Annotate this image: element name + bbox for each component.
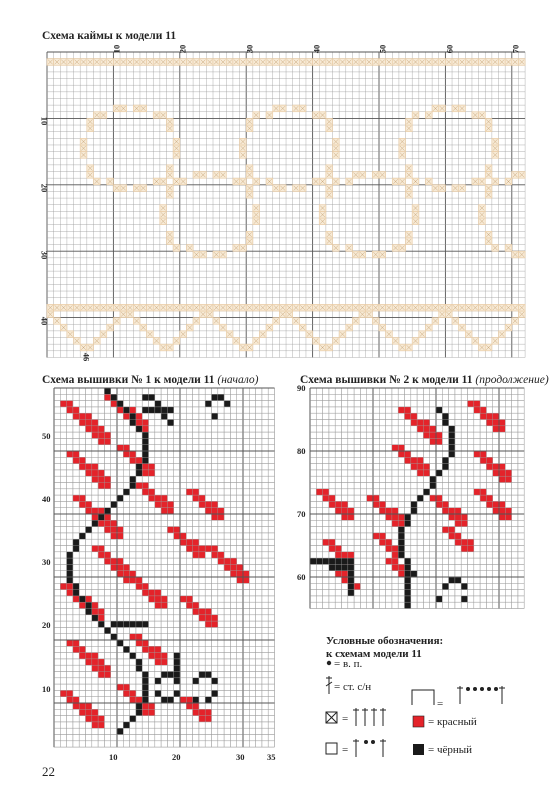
chart2-row-label: 60 bbox=[297, 572, 306, 582]
chart2-row-label: 90 bbox=[297, 383, 306, 393]
chart1-title-main: Схема вышивки № 1 к модели 11 bbox=[42, 374, 215, 386]
chart1-row-label: 50 bbox=[42, 431, 51, 441]
chain-dot-icon bbox=[480, 687, 484, 691]
legend-st-label: = ст. с/н bbox=[334, 681, 372, 693]
chart2-row-label: 70 bbox=[297, 509, 306, 519]
legend-title-line2: к схемам модели 11 bbox=[326, 648, 422, 660]
chain-dot-icon bbox=[327, 661, 331, 665]
page-number: 22 bbox=[42, 764, 55, 779]
border-row-label: 30 bbox=[39, 250, 50, 260]
chart2-title-main: Схема вышивки № 2 к модели 11 bbox=[300, 374, 473, 386]
chart1-row-label: 40 bbox=[42, 494, 51, 504]
border-col-label: 50 bbox=[377, 44, 388, 54]
border-row-label: 46 bbox=[81, 352, 92, 362]
chain-dot-icon bbox=[487, 687, 491, 691]
chart2-subtitle: (продолжение) bbox=[475, 374, 549, 386]
chart1-col-label: 10 bbox=[109, 752, 118, 762]
chart1-row-label: 30 bbox=[42, 557, 51, 567]
bracket-icon bbox=[412, 690, 434, 705]
border-row-label: 20 bbox=[39, 183, 50, 193]
chain-dot-icon bbox=[494, 687, 498, 691]
chart2-row-label: 80 bbox=[297, 446, 306, 456]
border-row-label: 10 bbox=[39, 116, 50, 126]
chart1-col-label: 35 bbox=[267, 752, 276, 762]
chart1-col-label: 30 bbox=[236, 752, 245, 762]
black-swatch bbox=[413, 744, 424, 755]
border-col-label: 20 bbox=[177, 44, 188, 54]
legend-eq-empty: = bbox=[342, 744, 349, 756]
border-chart-title: Схема каймы к модели 11 bbox=[42, 30, 177, 42]
chart1-col-label: 20 bbox=[172, 752, 181, 762]
chain-dot-icon bbox=[371, 740, 375, 744]
chain-dot-icon bbox=[466, 687, 470, 691]
chart1-subtitle: (начало) bbox=[217, 374, 259, 386]
legend-eq-cross: = bbox=[342, 713, 349, 725]
border-col-label: 60 bbox=[444, 44, 455, 54]
legend-vp-label: = в. п. bbox=[334, 658, 363, 670]
border-col-label: 30 bbox=[244, 44, 255, 54]
border-col-label: 70 bbox=[510, 44, 521, 54]
legend-black-label: = чёрный bbox=[428, 744, 473, 756]
border-col-label: 10 bbox=[111, 44, 122, 54]
border-col-label: 40 bbox=[311, 44, 322, 54]
chart1-row-label: 20 bbox=[42, 620, 51, 630]
empty-cell-icon bbox=[326, 743, 337, 754]
chart1-row-label: 10 bbox=[42, 684, 51, 694]
legend-eq-chain: = bbox=[437, 698, 444, 710]
chain-dot-icon bbox=[364, 740, 368, 744]
legend-title-line1: Условные обозначения: bbox=[326, 635, 444, 647]
border-row-label: 40 bbox=[39, 316, 50, 326]
chain-dot-icon bbox=[473, 687, 477, 691]
legend-red-label: = красный bbox=[428, 716, 477, 728]
red-swatch bbox=[413, 716, 424, 727]
